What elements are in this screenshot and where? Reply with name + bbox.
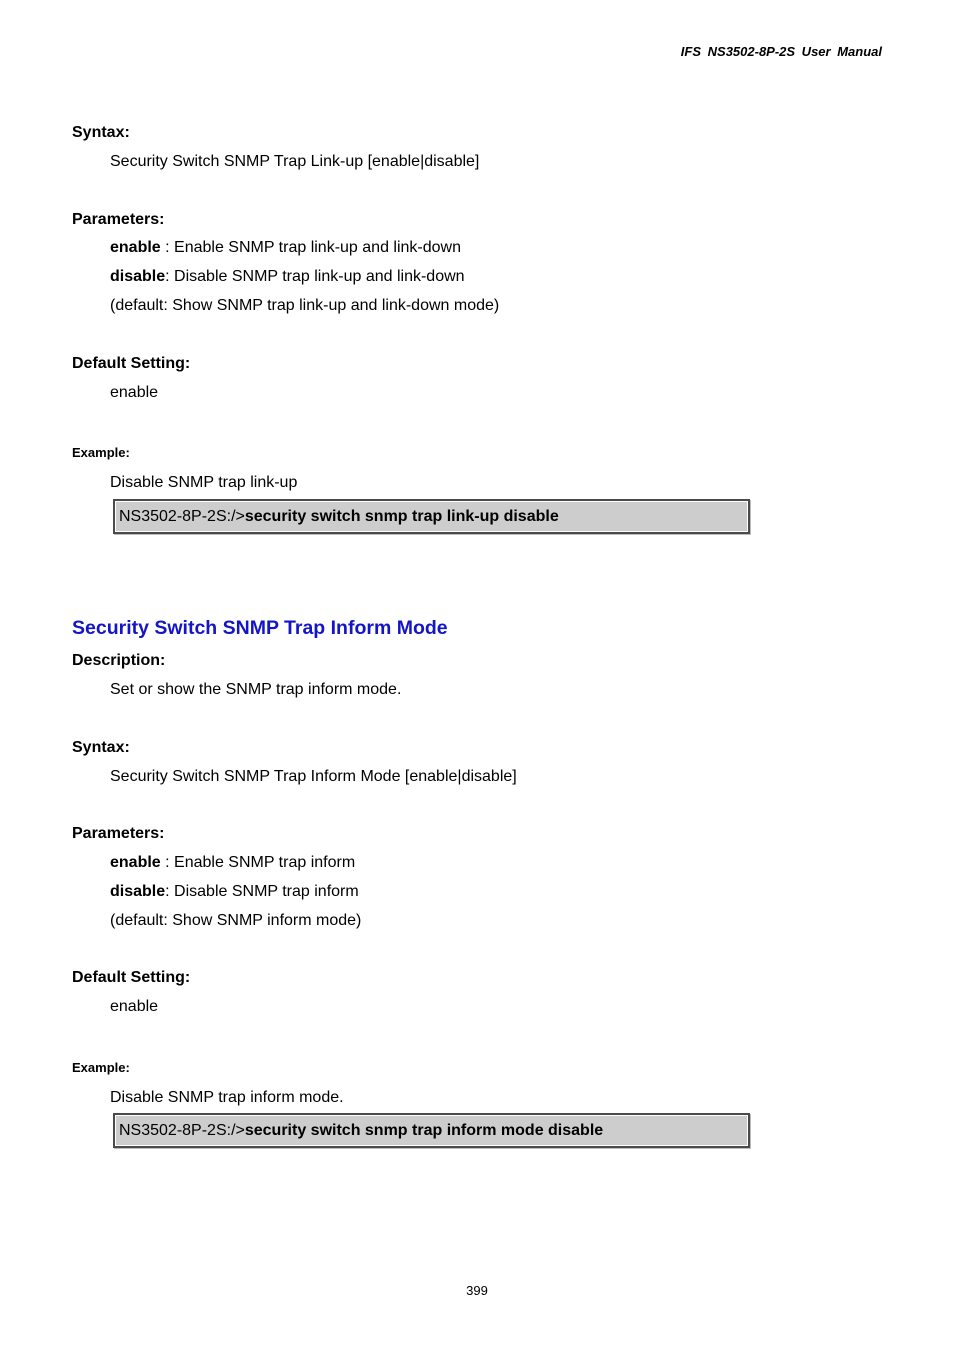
param-name: enable (110, 854, 161, 871)
command-text: security switch snmp trap link-up disable (244, 508, 559, 525)
parameters-label: Parameters: (72, 825, 165, 842)
example-text: Disable SNMP trap link-up (110, 474, 298, 491)
example-text: Disable SNMP trap inform mode. (110, 1089, 344, 1106)
syntax-label: Syntax: (72, 739, 130, 756)
command-box (113, 499, 750, 534)
default-setting-value: enable (110, 998, 159, 1015)
param-name: disable (110, 883, 166, 900)
command-prompt: NS3502-8P-2S:/> (119, 508, 245, 525)
param-default: (default: Show SNMP trap link-up and link-down mode) (110, 297, 500, 314)
param-desc: : Disable SNMP trap inform (165, 883, 359, 900)
param-default: (default: Show SNMP inform mode) (110, 912, 362, 929)
parameters-label: Parameters: (72, 211, 165, 228)
default-setting-value: enable (110, 384, 159, 401)
default-setting-label: Default Setting: (72, 969, 191, 986)
section-title: Security Switch SNMP Trap Inform Mode (72, 617, 448, 639)
command-prompt: NS3502-8P-2S:/> (119, 1122, 245, 1139)
param-name: disable (110, 268, 166, 285)
param-enable (110, 853, 355, 873)
description-label: Description: (72, 652, 166, 669)
param-name: enable (110, 239, 161, 256)
command-text: security switch snmp trap inform mode disable (244, 1122, 604, 1139)
param-desc: : Enable SNMP trap link-up and link-down (160, 239, 461, 256)
syntax-label: Syntax: (72, 124, 130, 141)
param-desc: : Disable SNMP trap link-up and link-down (165, 268, 465, 285)
example-label: Example: (72, 445, 130, 460)
syntax-text: Security Switch SNMP Trap Link-up [enable|disable] (110, 153, 480, 170)
param-enable (110, 238, 461, 258)
param-desc: : Enable SNMP trap inform (160, 854, 356, 871)
param-disable (110, 882, 359, 902)
description-text: Set or show the SNMP trap inform mode. (110, 681, 402, 698)
syntax-text: Security Switch SNMP Trap Inform Mode [enable|disable] (110, 768, 517, 785)
default-setting-label: Default Setting: (72, 355, 191, 372)
example-label: Example: (72, 1060, 130, 1075)
param-disable (110, 267, 465, 287)
page-number: 399 (466, 1283, 488, 1298)
page-header: IFS NS3502-8P-2S User Manual (680, 44, 882, 59)
command-box (113, 1113, 750, 1148)
